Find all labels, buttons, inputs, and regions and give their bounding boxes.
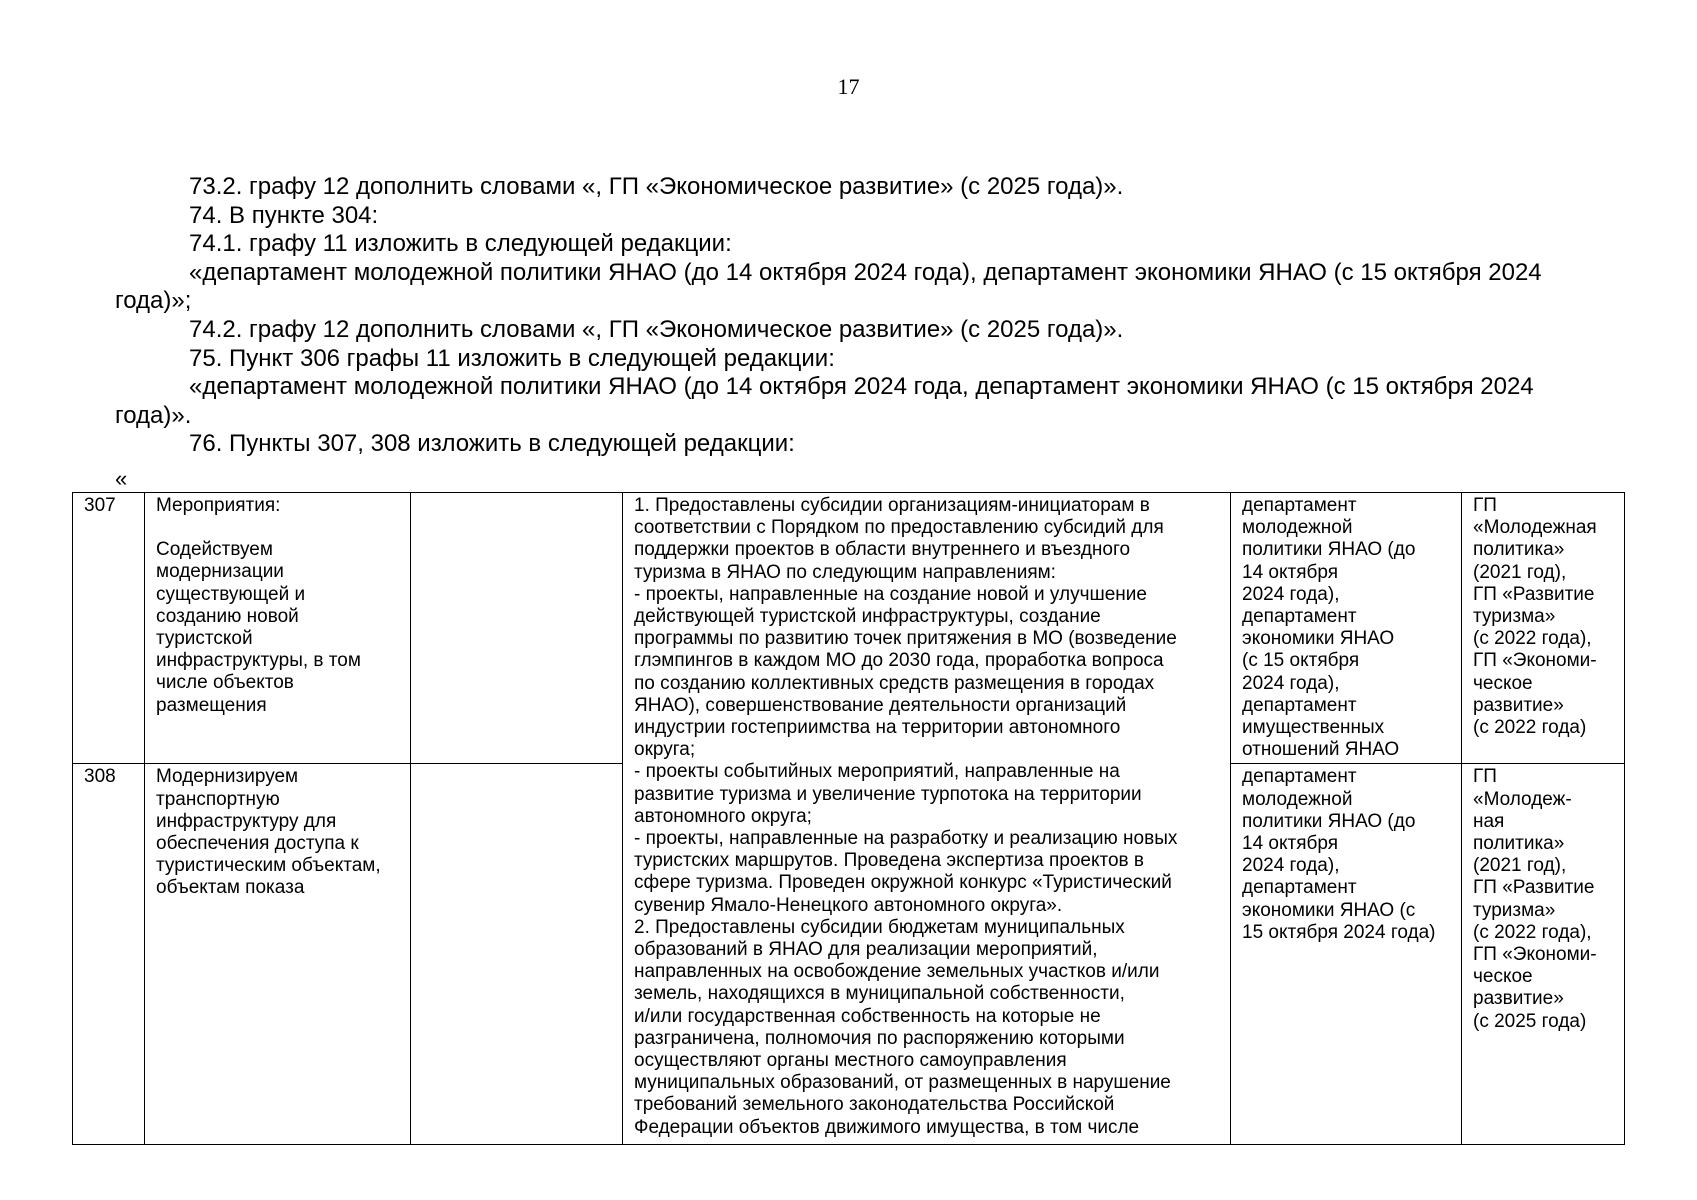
text-line: объектам показа	[156, 877, 305, 899]
measures-table	[72, 492, 1625, 1145]
text-line: ГП «Экономи-	[1473, 650, 1597, 672]
text-line: туристическим объектам,	[156, 855, 381, 877]
text-line: обеспечения доступа к	[156, 833, 359, 855]
text-line: инфраструктуры, в том	[156, 650, 361, 672]
text-line: - проекты событийных мероприятий, направленные на	[634, 761, 1120, 783]
text-line: - проекты, направленные на разработку и реализацию новых	[634, 828, 1178, 850]
page-number: 17	[837, 74, 860, 99]
text-line: экономики ЯНАО	[1242, 628, 1395, 650]
text-line: политика»	[1473, 833, 1565, 855]
activity-cell	[145, 493, 411, 764]
text-line: туристской	[156, 628, 253, 650]
text-line: требований земельного законодательства Российской	[634, 1094, 1115, 1116]
text-line: Содействуем	[156, 539, 273, 561]
text-line: земель, находящихся в муниципальной собственности,	[634, 983, 1125, 1005]
text-line: политика»	[1473, 539, 1565, 561]
empty-cell	[411, 493, 623, 764]
opening-quote: «	[115, 466, 128, 491]
text-line: туризма»	[1473, 899, 1556, 921]
text-line: автономного округа;	[634, 805, 812, 827]
text-line: «Молодеж-	[1473, 788, 1572, 810]
text-line: созданию новой	[156, 605, 299, 627]
item-number: 308	[73, 764, 145, 1145]
text-line: развитие»	[1473, 694, 1564, 716]
text-line: (с 2025 года)	[1473, 1010, 1587, 1032]
text-line: туризма»	[1473, 606, 1556, 628]
text-line: департамент	[1242, 694, 1357, 716]
text-line: 14 октября	[1242, 833, 1339, 855]
text-line: развитие»	[1473, 988, 1564, 1010]
text-line: департамент	[1242, 606, 1357, 628]
programs-cell	[1462, 493, 1625, 764]
text-line: ГП	[1473, 766, 1497, 788]
text-line: ГП «Развитие	[1473, 877, 1595, 899]
text-line: индустрии гостеприимства на территории автономного	[634, 717, 1121, 739]
text-line: по созданию коллективных средств размещения в городах	[634, 672, 1155, 694]
results-cell	[623, 493, 1231, 1145]
text-line: 15 октября 2024 года)	[1242, 921, 1436, 943]
text-line: числе объектов	[156, 672, 294, 694]
paragraph: 74. В пункте 304:	[189, 201, 379, 229]
text-line: осуществляют органы местного самоуправления	[634, 1050, 1067, 1072]
item-number: 307	[73, 493, 145, 764]
text-line: глэмпингов в каждом МО до 2030 года, проработка вопроса	[634, 650, 1164, 672]
results-text	[634, 495, 1219, 1139]
text-line: 2024 года),	[1242, 855, 1340, 877]
text-line: развитие туризма и увеличение турпотока на территории	[634, 783, 1142, 805]
text-line: политики ЯНАО (до	[1242, 539, 1416, 561]
programs-cell	[1462, 764, 1625, 1145]
text-line: разграничена, полномочия по распоряжению которыми	[634, 1027, 1125, 1049]
paragraph: 75. Пункт 306 графы 11 изложить в следующей редакции:	[189, 344, 835, 372]
activity-description	[156, 766, 399, 899]
text-line: отношений ЯНАО	[1242, 739, 1400, 761]
empty-cell	[411, 764, 623, 1145]
text-line: туризма в ЯНАО по следующим направлениям:	[634, 561, 1056, 583]
text-line: (2021 год),	[1473, 561, 1567, 583]
amendment-text	[115, 173, 1615, 459]
text-line: ная	[1473, 810, 1505, 832]
text-line: округа;	[634, 739, 696, 761]
text-line: ГП «Развитие	[1473, 583, 1595, 605]
text-line: инфраструктуру для	[156, 810, 337, 832]
text-line: имущественных	[1242, 717, 1385, 739]
table-row-307	[73, 493, 1625, 764]
text-line: молодежной	[1242, 517, 1353, 539]
text-line: молодежной	[1242, 788, 1353, 810]
text-line: Федерации объектов движимого имущества, в том числе	[634, 1116, 1140, 1138]
text-line: программы по развитию точек притяжения в МО (возведение	[634, 628, 1177, 650]
text-line: ческое	[1473, 672, 1533, 694]
paragraph: 73.2. графу 12 дополнить словами «, ГП «Экономическое развитие» (с 2025 года)».	[189, 173, 1124, 200]
paragraph: «департамент молодежной политики ЯНАО (до 14 октября 2024 года, департамент экономики ЯНАО (с 15 октября 2024 года)».	[115, 373, 1534, 429]
responsible-text	[1242, 766, 1450, 944]
activity-description	[156, 539, 399, 717]
text-line: «Молодежная	[1473, 517, 1597, 539]
text-line: 14 октября	[1242, 561, 1339, 583]
responsible-cell	[1231, 493, 1462, 764]
text-line: 2. Предоставлены субсидии бюджетам муниципальных	[634, 916, 1125, 938]
programs-text	[1473, 495, 1613, 739]
text-line: (2021 год),	[1473, 855, 1567, 877]
text-line: департамент	[1242, 495, 1357, 516]
text-line: (с 2022 года)	[1473, 717, 1587, 739]
text-line: транспортную	[156, 788, 280, 810]
text-line: ЯНАО), совершенствование деятельности организаций	[634, 694, 1127, 716]
text-line: размещения	[156, 694, 267, 716]
responsible-cell	[1231, 764, 1462, 1145]
paragraph: 74.1. графу 11 изложить в следующей редакции:	[189, 230, 732, 258]
programs-text	[1473, 766, 1613, 1032]
text-line: Модернизируем	[156, 766, 299, 788]
text-line: сувенир Ямало-Ненецкого автономного округа».	[634, 894, 1063, 916]
text-line: 2024 года),	[1242, 672, 1340, 694]
activity-cell	[145, 764, 411, 1145]
text-line: соответствии с Порядком по предоставлению субсидий для	[634, 517, 1164, 539]
text-line: экономики ЯНАО (с	[1242, 899, 1416, 921]
text-line: (с 15 октября	[1242, 650, 1360, 672]
text-line: политики ЯНАО (до	[1242, 810, 1416, 832]
text-line: действующей туристской инфраструктуры, создание	[634, 606, 1101, 628]
text-line: ГП «Экономи-	[1473, 944, 1597, 966]
responsible-text	[1242, 495, 1450, 761]
text-line: - проекты, направленные на создание новой и улучшение	[634, 583, 1147, 605]
text-line: (с 2022 года),	[1473, 628, 1592, 650]
text-line: ческое	[1473, 966, 1533, 988]
text-line: модернизации	[156, 561, 284, 583]
text-line: муниципальных образований, от размещенных в нарушение	[634, 1072, 1171, 1094]
text-line: образований в ЯНАО для реализации мероприятий,	[634, 939, 1098, 961]
text-line: департамент	[1242, 766, 1357, 788]
text-line: существующей и	[156, 583, 306, 605]
text-line: поддержки проектов в области внутреннего и въездного	[634, 539, 1131, 561]
activity-header: Мероприятия:	[156, 495, 281, 516]
paragraph: 74.2. графу 12 дополнить словами «, ГП «Экономическое развитие» (с 2025 года)».	[189, 315, 1124, 343]
paragraph: «департамент молодежной политики ЯНАО (до 14 октября 2024 года), департамент экономики ЯНАО (с 15 октября 2024 года)»;	[115, 258, 1542, 315]
text-line: 2024 года),	[1242, 583, 1340, 605]
text-line: 1. Предоставлены субсидии организациям-инициаторам в	[634, 495, 1150, 516]
text-line: туристских маршрутов. Проведена экспертиза проектов в	[634, 850, 1145, 872]
text-line: направленных на освобождение земельных участков и/или	[634, 961, 1160, 983]
text-line: и/или государственная собственность на которые не	[634, 1005, 1101, 1027]
text-line: сфере туризма. Проведен окружной конкурс «Туристический	[634, 872, 1172, 894]
text-line: департамент	[1242, 877, 1357, 899]
text-line: (с 2022 года),	[1473, 921, 1592, 943]
text-line: ГП	[1473, 495, 1497, 516]
paragraph: 76. Пункты 307, 308 изложить в следующей редакции:	[189, 430, 795, 458]
